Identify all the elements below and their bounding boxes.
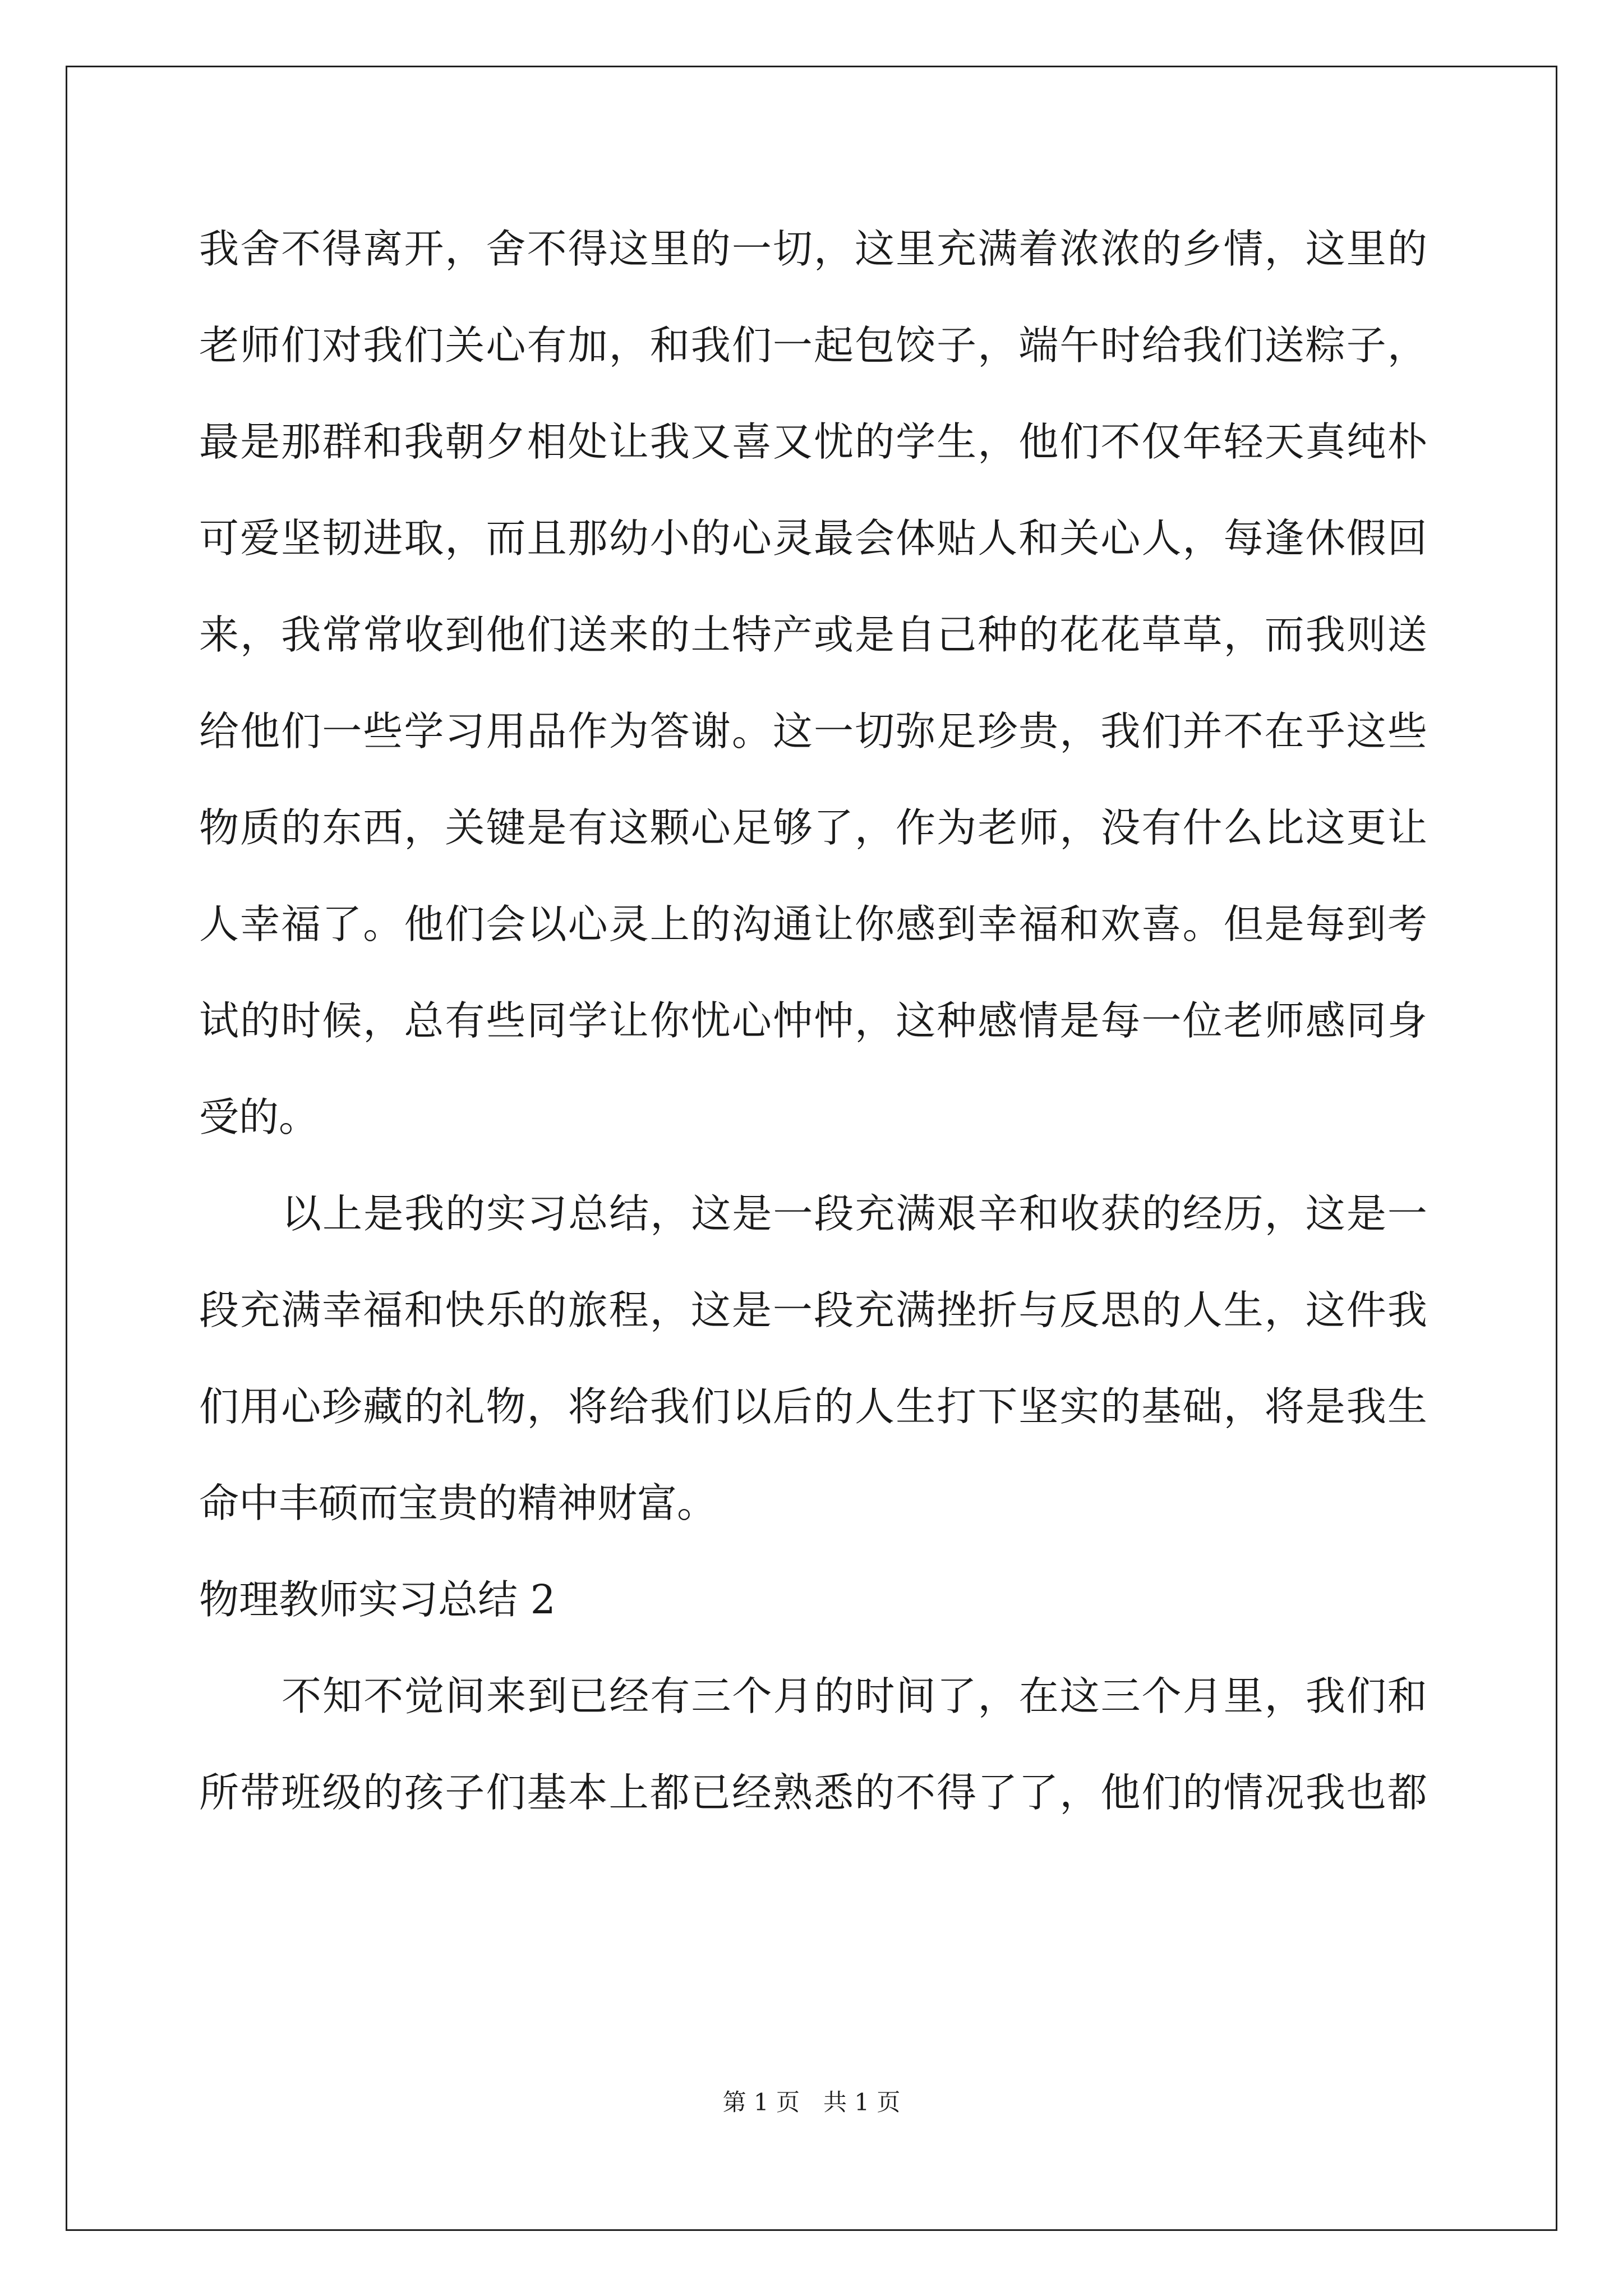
text-line: 们 用 心 珍 藏 的 礼 物 ， 将 给 我 们 以 后 的 人 生 打 下 坚 实 的 基 础 ， 将 是 我 生 [199,1383,1427,1430]
text-line: 老 师 们 对 我 们 关 心 有 加 ， 和 我 们 一 起 包 饺 子 ， 端 午 时 给 我 们 送 粽 子 ， [199,322,1427,369]
text-line: 最 是 那 群 和 我 朝 夕 相 处 让 我 又 喜 又 忧 的 学 生 ， 他 们 不 仅 年 轻 天 真 纯 朴 [199,418,1427,465]
text-line: 受的。 [199,1094,319,1140]
document-body [199,215,1427,1856]
text-line: 物 质 的 东 西 ， 关 键 是 有 这 颗 心 足 够 了 ， 作 为 老 师 ， 没 有 什 么 比 这 更 让 [199,804,1427,851]
text-line: 我 舍 不 得 离 开 ， 舍 不 得 这 里 的 一 切 ， 这 里 充 满 着 浓 浓 的 乡 情 ， 这 里 的 [199,226,1427,272]
text-line: 命中丰硕而宝贵的精神财富。 [199,1480,717,1526]
text-line: 人 幸 福 了 。 他 们 会 以 心 灵 上 的 沟 通 让 你 感 到 幸 福 和 欢 喜 。 但 是 每 到 考 [199,901,1427,947]
text-line: 试 的 时 候 ， 总 有 些 同 学 让 你 忧 心 忡 忡 ， 这 种 感 情 是 每 一 位 老 师 感 同 身 [199,997,1427,1044]
text-line: 段 充 满 幸 福 和 快 乐 的 旅 程 ， 这 是 一 段 充 满 挫 折 与 反 思 的 人 生 ， 这 件 我 [199,1287,1427,1333]
paragraph-1 [199,215,1427,1180]
section-heading: 物理教师实习总结 2 [199,1576,556,1623]
text-line: 来 ， 我 常 常 收 到 他 们 送 来 的 土 特 产 或 是 自 己 种 的 花 花 草 草 ， 而 我 则 送 [199,611,1427,658]
page-number-footer: 第 1 页 共 1 页 [722,2088,901,2116]
paragraph-3 [199,1663,1427,1856]
paragraph-2 [199,1180,1427,1566]
text-line: 可 爱 坚 韧 进 取 ， 而 且 那 幼 小 的 心 灵 最 会 体 贴 人 和 关 心 人 ， 每 逢 休 假 回 [199,515,1427,562]
text-line: 给 他 们 一 些 学 习 用 品 作 为 答 谢 。 这 一 切 弥 足 珍 贵 ， 我 们 并 不 在 乎 这 些 [199,708,1427,754]
text-line: 以 上 是 我 的 实 习 总 结 ， 这 是 一 段 充 满 艰 辛 和 收 获 的 经 历 ， 这 是 一 [282,1190,1427,1237]
text-line: 所 带 班 级 的 孩 子 们 基 本 上 都 已 经 熟 悉 的 不 得 了 了 ， 他 们 的 情 况 我 也 都 [199,1769,1427,1816]
text-line: 不 知 不 觉 间 来 到 已 经 有 三 个 月 的 时 间 了 ， 在 这 三 个 月 里 ， 我 们 和 [282,1673,1427,1719]
